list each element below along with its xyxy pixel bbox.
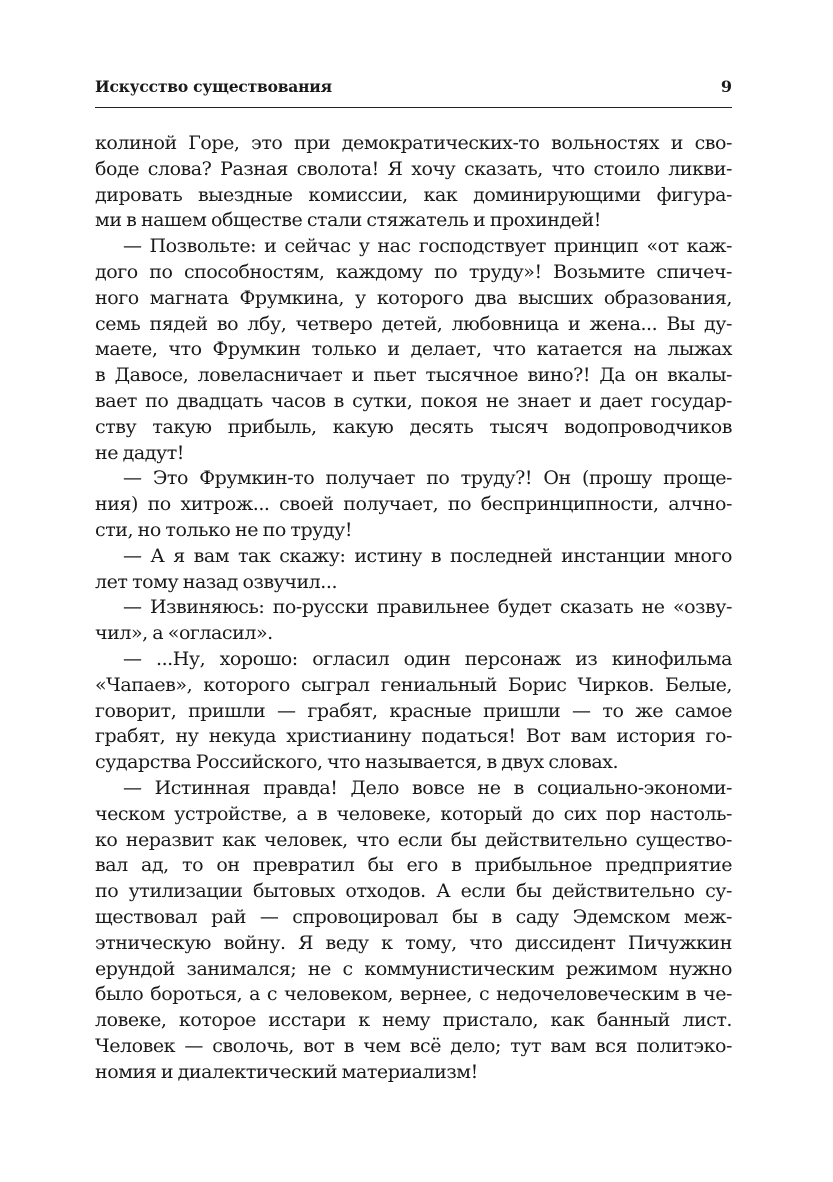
text-line: дого по способностям, каждому по труду»! Возьмите спичеч- [95,260,732,283]
text-line: — Истинная правда! Дело вовсе не в социально-экономи- [123,776,732,799]
text-line: ния) по хитрож... своей получает, по беспринципности, алчно- [95,493,732,516]
page-number: 9 [720,77,732,96]
header-rule [95,107,732,108]
text-line: — Извиняюсь: по-русски правильнее будет сказать не «озву- [123,596,732,619]
text-line: грабят, ну некуда христианину податься! Вот вам история го- [95,725,732,748]
text-line: ерундой занимался; не с коммунистическим режимом нужно [95,957,732,980]
text-line: ко неразвит как человек, что если бы действительно существо- [95,828,732,851]
text-line: сти, но только не по труду! [95,518,353,541]
text-line: вал ад, то он превратил бы его в прибыльное предприятие [95,854,732,877]
text-line: ми в нашем обществе стали стяжатель и прохиндей! [95,209,601,232]
text-line: было бороться, а с человеком, вернее, с недочеловеческим в че- [95,983,732,1006]
text-line: — Это Фрумкин-то получает по труду?! Он (прошу проще- [123,467,732,490]
text-line: ществовал рай — спровоцировал бы в саду Эдемском меж- [95,905,732,928]
running-title: Искусство существования [95,77,332,96]
text-line: дировать выездные комиссии, как доминирующими фигура- [95,183,732,206]
text-line: вает по двадцать часов в сутки, покоя не знает и дает государ- [95,389,732,412]
text-line: — Позвольте: и сейчас у нас господствует принцип «от каж- [123,235,732,258]
text-line: Человек — сволочь, вот в чем всё дело; тут вам вся политэко- [95,1034,732,1057]
body-text [95,131,732,1085]
text-line: ловеке, которое исстари к нему пристало, как банный лист. [95,1009,732,1032]
text-line: колиной Горе, это при демократических-то вольностях и сво- [95,132,732,154]
text-line: семь пядей во лбу, четверо детей, любовница и жена... Вы ду- [95,312,732,335]
text-line: ного магната Фрумкина, у которого два высших образования, [95,286,732,309]
text-line: ству такую прибыль, какую десять тысяч водопроводчиков [95,415,732,438]
text-line: не дадут! [95,441,184,464]
text-line: чил», а «огласил». [95,622,273,645]
text-line: боде слова? Разная сволота! Я хочу сказать, что стоило ликви- [95,157,732,180]
text-line: маете, что Фрумкин только и делает, что катается на лыжах [95,338,732,361]
text-line: в Давосе, ловеласничает и пьет тысячное вино?! Да он вкалы- [95,364,732,387]
text-line: по утилизации бытовых отходов. А если бы действительно су- [95,880,732,903]
text-line: ческом устройстве, а в человеке, который до сих пор настоль- [95,802,732,825]
text-line: говорит, пришли — грабят, красные пришли — то же самое [95,699,732,722]
text-line: — ...Ну, хорошо: огласил один персонаж из кинофильма [123,647,732,670]
text-line: — А я вам так скажу: истину в последней инстанции много [123,544,732,567]
book-page [95,0,732,1182]
text-line: номия и диалектический материализм! [95,1060,478,1083]
text-line: «Чапаев», которого сыграл гениальный Борис Чирков. Белые, [95,673,732,696]
text-line: этническую войну. Я веду к тому, что диссидент Пичужкин [95,931,732,954]
text-line: сударства Российского, что называется, в двух словах. [95,751,619,774]
text-line: лет тому назад озвучил... [95,570,338,593]
running-header [95,76,732,100]
